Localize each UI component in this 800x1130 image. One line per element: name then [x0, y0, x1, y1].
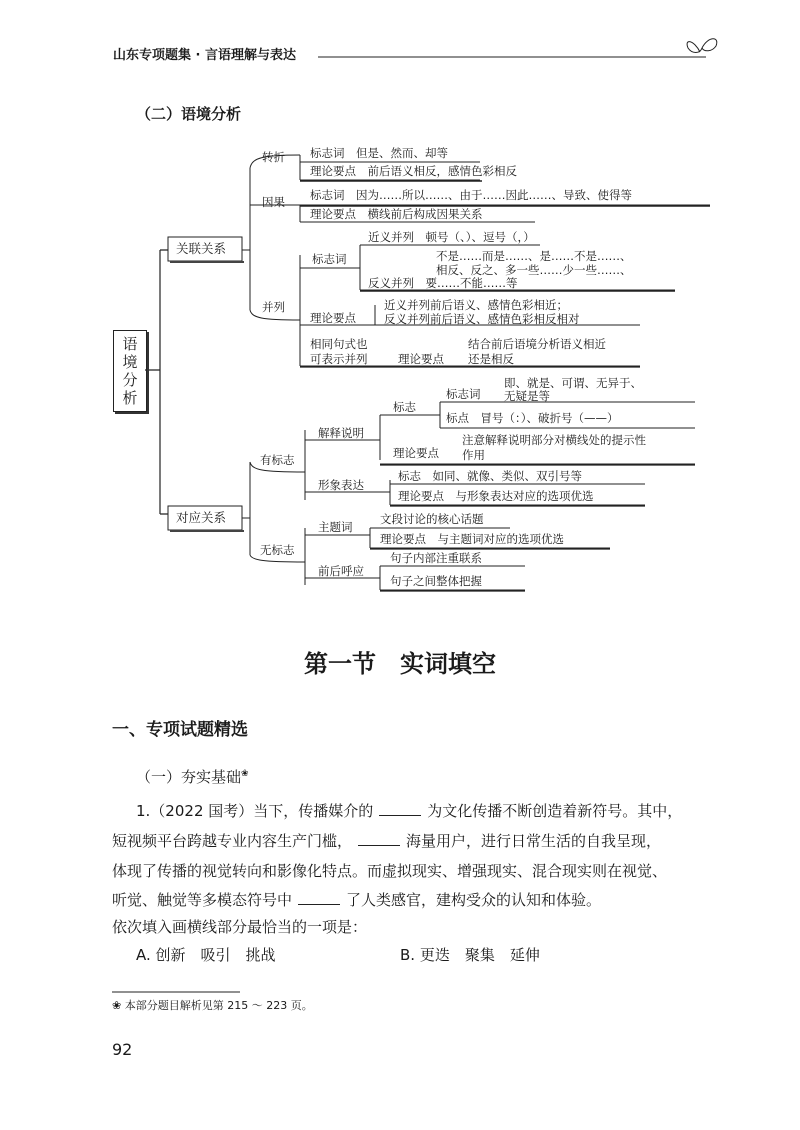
- q-l1b: 为文化传播不断创造着新符号。其中，: [427, 802, 683, 820]
- blank-3[interactable]: [298, 903, 340, 905]
- yinguo-biaozhici: 标志词 因为……所以……、由于……因此……、导致、使得等: [310, 188, 632, 202]
- xiangtong-a: 相同句式也: [310, 337, 368, 351]
- sub-heading: [136, 770, 249, 785]
- q-l1a: 1.（2022 国考）当下，传播媒介的: [136, 802, 374, 820]
- binglie-fanyi-a: 不是……而是……、是……不是……、: [436, 249, 632, 263]
- question-line-1: [136, 804, 682, 819]
- binglie-lilun-label: 理论要点: [310, 311, 356, 325]
- binglie-biaozhici-label: 标志词: [312, 252, 347, 266]
- jieshi-words-a: 即、就是、可谓、无异于、: [504, 376, 642, 390]
- question-prompt: 依次填入画横线部分最恰当的一项是：: [112, 918, 368, 936]
- xingxiang-biaozhi: 标志 如同、就像、类似、双引号等: [398, 469, 582, 483]
- question-line-2: [112, 834, 661, 849]
- binglie-lilun-b: 反义并列前后语义、感情色彩相反相对: [384, 312, 580, 326]
- binglie-jinyi: 近义并列 顿号（、）、逗号（，）: [368, 230, 535, 244]
- xiangtong-d: 还是相反: [468, 352, 514, 366]
- jieshi-lilun: 理论要点: [393, 446, 439, 460]
- question-line-3: 体现了传播的视觉转向和影像化特点。而虚拟现实、增强现实、混合现实则在视觉、: [112, 862, 668, 880]
- jieshi-words-b: 无疑是等: [504, 389, 550, 403]
- running-header: 山东专项题集 · 言语理解与表达: [113, 48, 296, 63]
- xiangtong-c: 结合前后语境分析语义相近: [468, 337, 606, 351]
- qianhou-a: 句子内部注重联系: [390, 551, 482, 565]
- sub-heading-text: （一）夯实基础: [136, 768, 242, 786]
- option-b[interactable]: B. 更迭 聚集 延伸: [400, 946, 540, 964]
- q-l4a: 听觉、触觉等多模态符号中: [112, 891, 293, 909]
- jieshi-lilun-b: 作用: [462, 448, 485, 462]
- question-line-4: [112, 893, 601, 908]
- node-duiying: 对应关系: [176, 510, 227, 525]
- jieshi-biaozhici: 标志词: [446, 387, 481, 401]
- node-zhuti: 主题词: [318, 520, 353, 534]
- binglie-fanyi-c: 反义并列 要……不能……等: [368, 276, 518, 290]
- zhuanzhe-biaozhici: 标志词 但是、然而、却等: [310, 146, 448, 160]
- footnote-icon: ❀: [112, 999, 122, 1012]
- footnote-marker-icon: ❀: [241, 769, 249, 779]
- footnote: [112, 1000, 313, 1011]
- node-binglie: 并列: [262, 300, 285, 314]
- sprout-icon: [687, 39, 717, 53]
- node-qianhou: 前后呼应: [318, 564, 364, 578]
- node-wu: 无标志: [260, 543, 295, 557]
- node-jieshi: 解释说明: [318, 426, 364, 440]
- chapter-title: 第一节 实词填空: [304, 650, 496, 678]
- page-number: 92: [112, 1040, 133, 1059]
- section-heading: （二）语境分析: [136, 105, 242, 123]
- zhuti-a: 文段讨论的核心话题: [380, 512, 484, 526]
- jieshi-lilun-a: 注意解释说明部分对横线处的提示性: [462, 433, 646, 447]
- q-l2b: 海量用户，进行日常生活的自我呈现，: [406, 832, 662, 850]
- yinguo-lilun: 理论要点 横线前后构成因果关系: [310, 207, 483, 221]
- node-guanlian: 关联关系: [176, 241, 227, 256]
- root-node: [113, 330, 147, 412]
- root-node-label: 语境分析: [122, 335, 138, 407]
- option-a[interactable]: A. 创新 吸引 挑战: [136, 946, 276, 964]
- blank-1[interactable]: [379, 814, 421, 816]
- q-l4b: 了人类感官，建构受众的认知和体验。: [346, 891, 602, 909]
- node-you: 有标志: [260, 453, 295, 467]
- qianhou-b: 句子之间整体把握: [390, 574, 482, 588]
- q-l2a: 短视频平台跨越专业内容生产门槛，: [112, 832, 353, 850]
- xingxiang-lilun: 理论要点 与形象表达对应的选项优选: [398, 489, 594, 503]
- zhuanzhe-lilun: 理论要点 前后语义相反，感情色彩相反: [310, 164, 517, 178]
- jieshi-biaodian: 标点 冒号（：）、破折号（——）: [446, 411, 619, 425]
- xiangtong-b: 可表示并列: [310, 352, 368, 366]
- node-xingxiang: 形象表达: [318, 478, 364, 492]
- binglie-lilun-a: 近义并列前后语义、感情色彩相近；: [384, 298, 568, 312]
- binglie-fanyi-b: 相反、反之、多一些……少一些……、: [436, 263, 632, 277]
- jieshi-biaozhi: 标志: [393, 400, 416, 414]
- part-heading: 一、专项试题精选: [112, 720, 248, 740]
- blank-2[interactable]: [358, 844, 400, 846]
- footnote-text: 本部分题目解析见第 215 ～ 223 页。: [124, 999, 313, 1012]
- zhuti-b: 理论要点 与主题词对应的选项优选: [380, 532, 564, 546]
- node-zhuanzhe: 转折: [262, 150, 285, 164]
- node-yinguo: 因果: [262, 195, 285, 209]
- xiangtong-lilun: 理论要点: [398, 352, 444, 366]
